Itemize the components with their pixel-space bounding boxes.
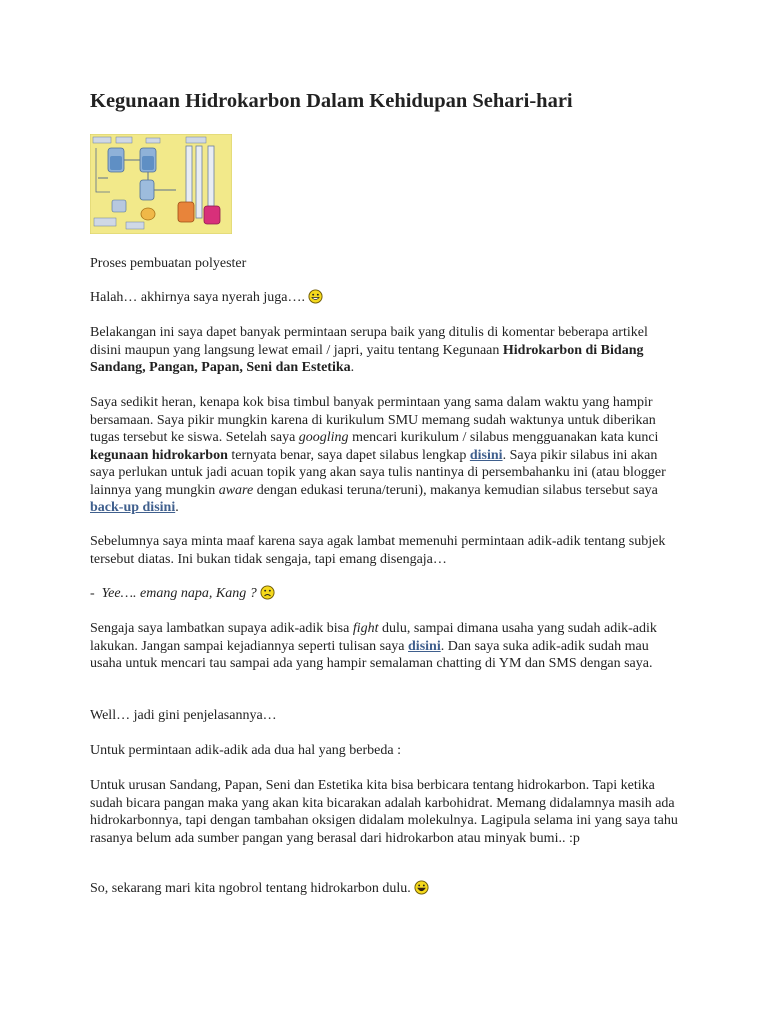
paragraph-6-italic-fight: fight [352,621,379,636]
paragraph-2 [90,324,680,377]
backup-disini-link[interactable]: back-up disini [90,500,176,515]
paragraph-2-text-c: . [350,360,355,375]
sad-emoticon-icon [260,585,275,600]
paragraph-6-text-d: . Dan saya suka adik-adik sudah mau usaha untuk mencari tau sampai ada yang hampir semalaman chatting di YM dan SMS dengan saya. [90,638,653,671]
paragraph-10-text: So, sekarang mari kita ngobrol tentang hidrokarbon dulu. [90,881,411,896]
grin-emoticon-icon [414,880,429,895]
polyester-process-image [90,134,232,234]
paragraph-3-text-f: . Saya pikir silabus ini akan saya perlukan untuk jadi acuan topik yang akan saya tulis nantinya di persembahanku ini (atau blogger lainnya yang mungkin [90,447,666,498]
paragraph-6-text-a: Sengaja saya lambatkan supaya adik-adik bisa [90,621,353,636]
figure-caption: Proses pembuatan polyester [90,256,247,271]
disini-link-silabus[interactable]: disini [469,447,503,463]
paragraph-10 [90,880,680,898]
paragraph-6 [90,620,680,673]
page-title: Kegunaan Hidrokarbon Dalam Kehidupan Sehari-hari [90,90,573,112]
paragraph-1-text: Halah… akhirnya saya nyerah juga…. [90,290,305,305]
paragraph-1 [90,289,680,307]
paragraph-8: Untuk permintaan adik-adik ada dua hal yang berbeda : [90,743,401,758]
paragraph-3-bold-keyword: kegunaan hidrokarbon [90,447,228,463]
paragraph-2-bold: Hidrokarbon di Bidang Sandang, Pangan, Papan, Seni dan Estetika [90,342,644,375]
paragraph-3-text-e: ternyata benar, saya dapet silabus lengkap [227,447,470,463]
paragraph-3-italic-googling: googling [298,430,349,445]
dialog-dash: - [90,586,95,601]
paragraph-4: Sebelumnya saya minta maaf karena saya agak lambat memenuhi permintaan adik-adik tentang subjek tersebut diatas. Ini bukan tidak sengaja, tapi emang disengaja… [90,534,666,567]
paragraph-3-text-i: . [175,500,179,515]
paragraph-7: Well… jadi gini penjelasannya… [90,708,277,723]
paragraph-9: Untuk urusan Sandang, Papan, Seni dan Estetika kita bisa berbicara tentang hidrokarbon. Tapi ketika sudah bicara pangan maka yang akan kita bicarakan adalah karbohidrat. Memang didalamnya masih ada hidrokarbonnya, tapi dengan tambahan oksigen didalam molekulnya. Lagipula selama ini yang saya tahu rasanya belum ada sumber pangan yang berasal dari hidrokarbon atau minyak bumi.. :p [90,778,678,846]
paragraph-6-text-c: dulu, sampai dimana usaha yang sudah adik-adik lakukan. Jangan sampai kejadiannya seperti tulisan saya [90,621,657,654]
dialog-quote: Yee…. emang napa, Kang ? [101,586,257,601]
disini-link-tulisan[interactable]: disini [408,638,441,654]
paragraph-3-italic-aware: aware [218,482,254,498]
paragraph-3-text-c: mencari kurikulum / silabus mengguanakan kata kunci [348,430,659,445]
smile-emoticon-icon [308,289,323,304]
paragraph-3 [90,394,680,517]
paragraph-2-text-a: Belakangan ini saya dapet banyak permintaan serupa baik yang ditulis di komentar beberapa artikel disini maupun yang langsung lewat email / japri, yaitu tentang Kegunaan [90,325,648,358]
paragraph-3-text-h: dengan edukasi teruna/teruni), makanya kemudian silabus tersebut saya [253,482,658,498]
paragraph-5 [90,585,680,603]
paragraph-3-text-a: Saya sedikit heran, kenapa kok bisa timbul banyak permintaan yang sama dalam waktu yang hampir bersamaan. Saya pikir mungkin karena di kurikulum SMU memang sudah waktunya untuk diberikan tugas tersebut ke siswa. Setelah saya [90,395,656,445]
